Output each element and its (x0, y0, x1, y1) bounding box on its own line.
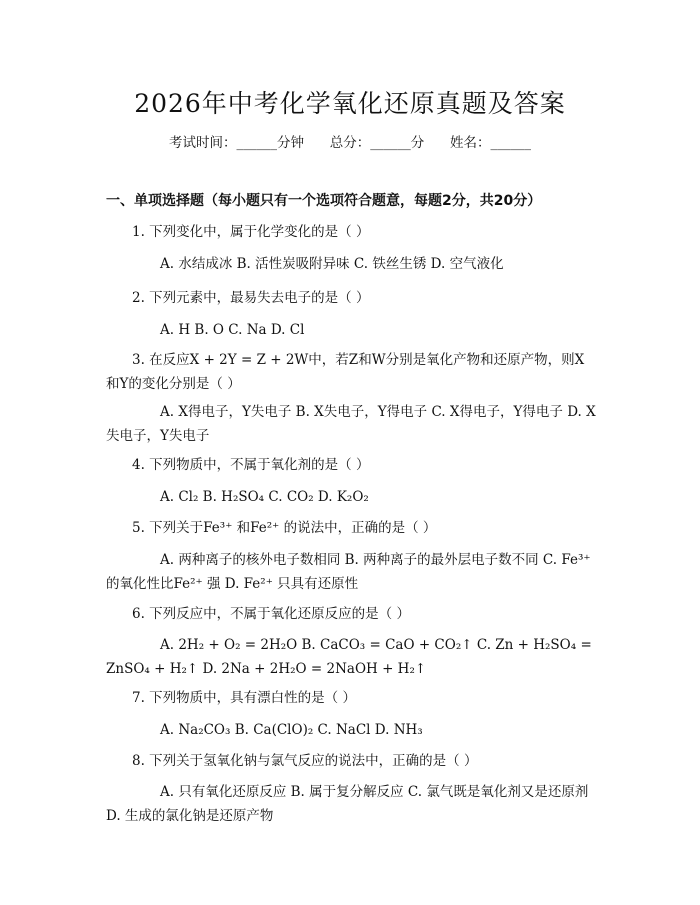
question-4-options: A. Cl₂ B. H₂SO₄ C. CO₂ D. K₂O₂ (160, 489, 369, 505)
question-4-stem: 4. 下列物质中，不属于氧化剂的是（ ） (132, 457, 370, 473)
question-7-options: A. Na₂CO₃ B. Ca(ClO)₂ C. NaCl D. NH₃ (160, 722, 423, 738)
section-heading: 一、单项选择题（每小题只有一个选项符合题意，每题2分，共20分） (106, 193, 542, 209)
question-2-stem: 2. 下列元素中，最易失去电子的是（ ） (132, 290, 370, 306)
page-title: 2026年中考化学氧化还原真题及答案 (134, 89, 566, 118)
question-2-options: A. H B. O C. Na D. Cl (160, 322, 305, 338)
question-1-options: A. 水结成冰 B. 活性炭吸附异味 C. 铁丝生锈 D. 空气液化 (160, 256, 504, 272)
time-blank: ______ (236, 135, 277, 151)
question-1-stem: 1. 下列变化中，属于化学变化的是（ ） (132, 224, 370, 240)
question-7-stem: 7. 下列物质中，具有漂白性的是（ ） (132, 690, 356, 706)
question-6-stem: 6. 下列反应中，不属于氧化还原反应的是（ ） (132, 606, 410, 622)
score-blank: ______ (370, 135, 411, 151)
question-6-options: A. 2H₂ + O₂ = 2H₂O B. CaCO₃ = CaO + CO₂↑ C. Zn + H₂SO₄ = ZnSO₄ + H₂↑ D. 2Na + 2H₂O = 2NaOH + H₂↑ (106, 637, 592, 677)
name-blank: ______ (490, 135, 531, 151)
question-3-stem: 3. 在反应X + 2Y = Z + 2W中，若Z和W分别是氧化产物和还原产物，则X和Y的变化分别是（ ） (106, 352, 585, 392)
question-5-options: A. 两种离子的核外电子数相同 B. 两种离子的最外层电子数不同 C. Fe³⁺ 的氧化性比Fe²⁺ 强 D. Fe²⁺ 只具有还原性 (106, 552, 591, 592)
time-label: 考试时间： (169, 135, 237, 151)
time-unit: 分钟 (277, 135, 304, 151)
question-5-stem: 5. 下列关于Fe³⁺ 和Fe²⁺ 的说法中，正确的是（ ） (132, 520, 437, 536)
score-unit: 分 (410, 135, 425, 151)
exam-meta (0, 131, 700, 151)
name-label: 姓名： (450, 135, 491, 151)
question-8-stem: 8. 下列关于氢氧化钠与氯气反应的说法中，正确的是（ ） (132, 753, 478, 769)
score-label: 总分： (329, 135, 371, 151)
question-8-options: A. 只有氧化还原反应 B. 属于复分解反应 C. 氯气既是氧化剂又是还原剂 D. 生成的氯化钠是还原产物 (106, 784, 589, 824)
question-3-options: A. X得电子，Y失电子 B. X失电子，Y得电子 C. X得电子，Y得电子 D. X失电子，Y失电子 (106, 404, 596, 444)
